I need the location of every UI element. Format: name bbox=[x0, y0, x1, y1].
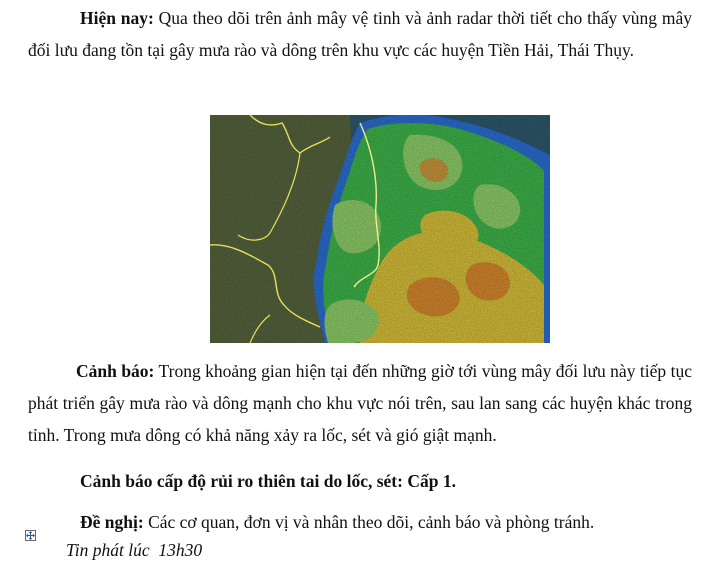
paragraph-current bbox=[28, 2, 692, 66]
risk-level-text: Cảnh báo cấp độ rủi ro thiên tai do lốc, sét: Cấp 1. bbox=[80, 471, 456, 491]
radar-image bbox=[210, 115, 550, 343]
warning-lead: Cảnh báo: bbox=[76, 361, 155, 381]
paragraph-risk-level bbox=[80, 465, 700, 497]
issued-time: Tin phát lúc 13h30 bbox=[66, 540, 203, 560]
current-lead: Hiện nay: bbox=[80, 8, 154, 28]
current-text: Qua theo dõi trên ảnh mây vệ tinh và ảnh radar thời tiết cho thấy vùng mây đối lưu đang tồn tại gây mưa rào và dông trên khu vực các huyện Tiền Hải, Thái Thụy. bbox=[28, 8, 692, 60]
paragraph-warning bbox=[28, 355, 692, 451]
recommendation-lead: Đề nghị: bbox=[80, 512, 144, 532]
table-move-handle-icon[interactable] bbox=[25, 530, 36, 541]
paragraph-recommendation bbox=[28, 506, 692, 538]
warning-text: Trong khoảng gian hiện tại đến những giờ tới vùng mây đối lưu này tiếp tục phát triển gây mưa rào và dông mạnh cho khu vực nói trên, sau lan sang các huyện khác trong tỉnh. Trong mưa dông có khả năng xảy ra lốc, sét và gió giật mạnh. bbox=[28, 361, 692, 445]
recommendation-text: Các cơ quan, đơn vị và nhân theo dõi, cảnh báo và phòng tránh. bbox=[143, 512, 595, 532]
